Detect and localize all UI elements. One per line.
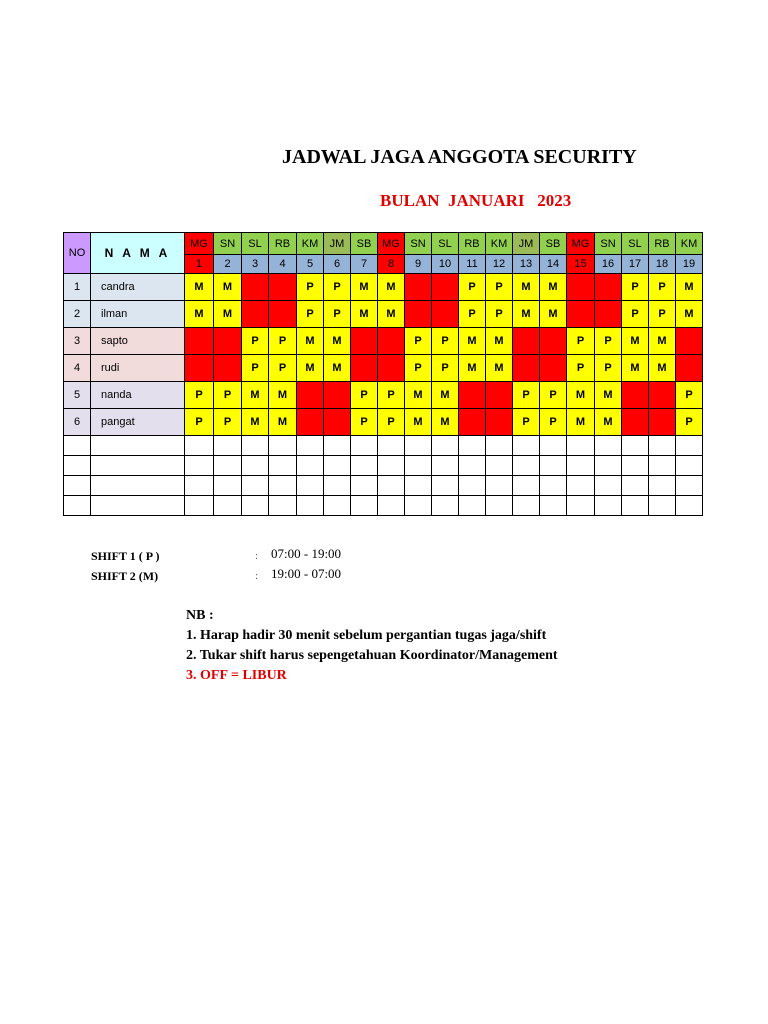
shift-cell-off xyxy=(378,355,405,382)
day-label: RB xyxy=(459,233,486,255)
empty-cell xyxy=(297,496,324,516)
row-number: 6 xyxy=(64,409,91,436)
empty-cell xyxy=(459,456,486,476)
empty-cell xyxy=(185,456,214,476)
shift-cell: M xyxy=(649,355,676,382)
empty-row xyxy=(64,496,703,516)
empty-cell xyxy=(567,476,595,496)
shift-cell: M xyxy=(459,355,486,382)
day-label: KM xyxy=(486,233,513,255)
empty-cell xyxy=(486,496,513,516)
empty-row xyxy=(64,436,703,456)
shift-cell-off xyxy=(567,274,595,301)
shift-cell: P xyxy=(513,409,540,436)
empty-cell xyxy=(297,476,324,496)
empty-cell xyxy=(214,476,242,496)
shift-cell-off xyxy=(432,274,459,301)
shift-cell: P xyxy=(540,382,567,409)
empty-cell xyxy=(185,496,214,516)
shift-cell: M xyxy=(351,301,378,328)
empty-cell xyxy=(540,456,567,476)
empty-cell xyxy=(649,456,676,476)
shift-cell-off xyxy=(486,382,513,409)
shift-cell-off xyxy=(459,382,486,409)
shift-cell: P xyxy=(567,355,595,382)
empty-cell xyxy=(378,456,405,476)
day-label: JM xyxy=(324,233,351,255)
shift-cell-off xyxy=(486,409,513,436)
shift-cell-off xyxy=(351,328,378,355)
empty-cell xyxy=(351,496,378,516)
shift-cell: P xyxy=(459,301,486,328)
shift-cell: P xyxy=(185,382,214,409)
shift-cell: P xyxy=(459,274,486,301)
shift-cell: M xyxy=(567,409,595,436)
shift-cell: P xyxy=(622,274,649,301)
shift-cell: M xyxy=(513,301,540,328)
empty-cell xyxy=(405,476,432,496)
empty-cell xyxy=(486,436,513,456)
empty-cell xyxy=(676,436,703,456)
empty-cell xyxy=(64,436,91,456)
empty-cell xyxy=(91,436,185,456)
note-item: 1. Harap hadir 30 menit sebelum pergantian tugas jaga/shift xyxy=(186,628,547,643)
shift-cell-off xyxy=(513,355,540,382)
empty-row xyxy=(64,476,703,496)
empty-cell xyxy=(486,456,513,476)
date-label: 3 xyxy=(242,255,269,274)
empty-cell xyxy=(324,436,351,456)
shift-cell: M xyxy=(540,301,567,328)
date-label: 11 xyxy=(459,255,486,274)
empty-cell xyxy=(622,436,649,456)
shift-1-time: 07:00 - 19:00 xyxy=(271,546,342,561)
shift-cell: P xyxy=(324,274,351,301)
shift-cell-off xyxy=(324,382,351,409)
shift-cell: M xyxy=(214,274,242,301)
date-label: 7 xyxy=(351,255,378,274)
empty-cell xyxy=(513,456,540,476)
shift-cell: M xyxy=(622,328,649,355)
empty-cell xyxy=(185,436,214,456)
shift-cell-off xyxy=(567,301,595,328)
shift-cell-off xyxy=(297,409,324,436)
empty-cell xyxy=(351,476,378,496)
shift-cell-off xyxy=(297,382,324,409)
empty-cell xyxy=(269,496,297,516)
shift-cell: M xyxy=(242,409,269,436)
date-label: 13 xyxy=(513,255,540,274)
shift-cell: P xyxy=(405,328,432,355)
shift-cell: M xyxy=(351,274,378,301)
shift-cell: P xyxy=(649,274,676,301)
date-label: 16 xyxy=(595,255,622,274)
date-label: 1 xyxy=(185,255,214,274)
table-row xyxy=(64,274,703,301)
table-row xyxy=(64,355,703,382)
shift-cell-off xyxy=(649,382,676,409)
empty-cell xyxy=(432,476,459,496)
shift-cell-off xyxy=(432,301,459,328)
empty-cell xyxy=(378,496,405,516)
empty-cell xyxy=(242,476,269,496)
shift-cell: M xyxy=(540,274,567,301)
shift-cell: P xyxy=(242,328,269,355)
empty-cell xyxy=(324,476,351,496)
schedule-table xyxy=(63,232,703,516)
shift-cell: M xyxy=(378,301,405,328)
document-title: JADWAL JAGA ANGGOTA SECURITY xyxy=(282,146,637,168)
shift-cell: M xyxy=(324,328,351,355)
shift-cell: M xyxy=(405,409,432,436)
shift-cell: M xyxy=(269,382,297,409)
shift-cell: M xyxy=(214,301,242,328)
empty-cell xyxy=(432,436,459,456)
row-name: nanda xyxy=(91,382,185,409)
shift-cell: P xyxy=(214,409,242,436)
shift-cell: P xyxy=(214,382,242,409)
shift-cell: P xyxy=(405,355,432,382)
empty-cell xyxy=(595,476,622,496)
empty-cell xyxy=(595,436,622,456)
row-number: 3 xyxy=(64,328,91,355)
shift-cell: P xyxy=(513,382,540,409)
empty-cell xyxy=(405,456,432,476)
date-label: 5 xyxy=(297,255,324,274)
empty-cell xyxy=(351,436,378,456)
empty-cell xyxy=(513,496,540,516)
shift-cell-off xyxy=(649,409,676,436)
empty-cell xyxy=(214,436,242,456)
shift-cell: M xyxy=(595,382,622,409)
empty-cell xyxy=(269,476,297,496)
shift-cell: M xyxy=(513,274,540,301)
shift-cell-off xyxy=(324,409,351,436)
shift-cell-off xyxy=(622,409,649,436)
empty-cell xyxy=(459,476,486,496)
empty-cell xyxy=(459,436,486,456)
shift-cell-off xyxy=(242,274,269,301)
day-label: SN xyxy=(214,233,242,255)
empty-cell xyxy=(676,456,703,476)
empty-cell xyxy=(595,496,622,516)
header-no: NO xyxy=(64,233,91,274)
day-label: RB xyxy=(269,233,297,255)
note-item-off: 3. OFF = LIBUR xyxy=(186,668,287,683)
shift-cell-off xyxy=(459,409,486,436)
shift-cell: P xyxy=(622,301,649,328)
header-name: N A M A xyxy=(91,233,185,274)
day-label: SB xyxy=(351,233,378,255)
shift-cell: P xyxy=(676,409,703,436)
day-label: SL xyxy=(242,233,269,255)
empty-cell xyxy=(649,496,676,516)
empty-cell xyxy=(269,436,297,456)
shift-cell-off xyxy=(351,355,378,382)
shift-cell-off xyxy=(185,355,214,382)
shift-cell: P xyxy=(486,274,513,301)
empty-cell xyxy=(622,456,649,476)
shift-1-colon: : xyxy=(255,550,259,562)
day-label: SN xyxy=(405,233,432,255)
day-label: RB xyxy=(649,233,676,255)
empty-cell xyxy=(324,496,351,516)
day-label: MG xyxy=(185,233,214,255)
shift-cell: M xyxy=(432,382,459,409)
empty-cell xyxy=(64,476,91,496)
empty-cell xyxy=(185,476,214,496)
empty-cell xyxy=(64,456,91,476)
empty-cell xyxy=(432,496,459,516)
row-number: 2 xyxy=(64,301,91,328)
date-label: 15 xyxy=(567,255,595,274)
date-label: 9 xyxy=(405,255,432,274)
empty-cell xyxy=(91,476,185,496)
shift-cell: P xyxy=(269,328,297,355)
day-label: SN xyxy=(595,233,622,255)
shift-cell-off xyxy=(622,382,649,409)
empty-cell xyxy=(649,436,676,456)
empty-row xyxy=(64,456,703,476)
row-number: 4 xyxy=(64,355,91,382)
document-subtitle: BULAN JANUARI 2023 xyxy=(380,191,572,210)
empty-cell xyxy=(676,476,703,496)
shift-1-label: SHIFT 1 ( P ) xyxy=(91,549,160,563)
day-label: SL xyxy=(432,233,459,255)
shift-cell-off xyxy=(269,301,297,328)
shift-cell-off xyxy=(269,274,297,301)
shift-cell: P xyxy=(185,409,214,436)
row-name: candra xyxy=(91,274,185,301)
day-label: JM xyxy=(513,233,540,255)
day-label: SB xyxy=(540,233,567,255)
shift-cell: M xyxy=(622,355,649,382)
empty-cell xyxy=(622,476,649,496)
row-name: pangat xyxy=(91,409,185,436)
empty-cell xyxy=(64,496,91,516)
empty-cell xyxy=(540,496,567,516)
empty-cell xyxy=(486,476,513,496)
shift-cell: P xyxy=(269,355,297,382)
table-row xyxy=(64,301,703,328)
shift-cell: M xyxy=(649,328,676,355)
shift-cell-off xyxy=(214,355,242,382)
shift-cell: M xyxy=(595,409,622,436)
empty-cell xyxy=(91,456,185,476)
empty-cell xyxy=(513,436,540,456)
shift-cell-off xyxy=(513,328,540,355)
row-number: 5 xyxy=(64,382,91,409)
empty-cell xyxy=(351,456,378,476)
shift-cell-off xyxy=(540,355,567,382)
date-label: 8 xyxy=(378,255,405,274)
row-name: sapto xyxy=(91,328,185,355)
empty-cell xyxy=(214,496,242,516)
shift-cell-off xyxy=(405,274,432,301)
empty-cell xyxy=(405,436,432,456)
shift-cell: P xyxy=(595,328,622,355)
shift-cell: M xyxy=(432,409,459,436)
shift-cell: P xyxy=(649,301,676,328)
shift-cell: M xyxy=(486,328,513,355)
empty-cell xyxy=(459,496,486,516)
shift-cell: P xyxy=(351,382,378,409)
date-label: 14 xyxy=(540,255,567,274)
empty-cell xyxy=(513,476,540,496)
empty-cell xyxy=(567,456,595,476)
shift-cell: M xyxy=(459,328,486,355)
shift-cell: P xyxy=(297,301,324,328)
shift-cell: M xyxy=(297,355,324,382)
empty-cell xyxy=(91,496,185,516)
shift-cell: M xyxy=(324,355,351,382)
shift-cell: P xyxy=(242,355,269,382)
empty-cell xyxy=(297,456,324,476)
shift-cell: P xyxy=(567,328,595,355)
date-label: 6 xyxy=(324,255,351,274)
empty-cell xyxy=(242,456,269,476)
shift-cell: M xyxy=(405,382,432,409)
empty-cell xyxy=(432,456,459,476)
day-label: KM xyxy=(676,233,703,255)
empty-cell xyxy=(378,476,405,496)
shift-cell-off xyxy=(676,328,703,355)
shift-cell: P xyxy=(676,382,703,409)
empty-cell xyxy=(242,496,269,516)
shift-2-time: 19:00 - 07:00 xyxy=(271,566,342,581)
shift-cell-off xyxy=(595,301,622,328)
row-name: ilman xyxy=(91,301,185,328)
date-label: 10 xyxy=(432,255,459,274)
shift-cell: P xyxy=(324,301,351,328)
shift-cell-off xyxy=(676,355,703,382)
shift-2-colon: : xyxy=(255,570,259,582)
shift-cell-off xyxy=(378,328,405,355)
row-number: 1 xyxy=(64,274,91,301)
header-row-days xyxy=(64,233,703,255)
empty-cell xyxy=(595,456,622,476)
shift-cell-off xyxy=(185,328,214,355)
date-label: 19 xyxy=(676,255,703,274)
empty-cell xyxy=(676,496,703,516)
date-label: 18 xyxy=(649,255,676,274)
date-label: 12 xyxy=(486,255,513,274)
empty-cell xyxy=(405,496,432,516)
shift-cell-off xyxy=(595,274,622,301)
day-label: SL xyxy=(622,233,649,255)
shift-cell-off xyxy=(214,328,242,355)
notes-heading: NB : xyxy=(186,608,214,623)
shift-cell: P xyxy=(432,328,459,355)
shift-2-label: SHIFT 2 (M) xyxy=(91,569,159,583)
empty-cell xyxy=(214,456,242,476)
date-label: 17 xyxy=(622,255,649,274)
table-row xyxy=(64,328,703,355)
shift-cell: M xyxy=(676,301,703,328)
shift-cell: M xyxy=(297,328,324,355)
table-row xyxy=(64,382,703,409)
shift-cell: M xyxy=(378,274,405,301)
shift-cell: M xyxy=(567,382,595,409)
shift-cell-off xyxy=(540,328,567,355)
table-row xyxy=(64,409,703,436)
shift-cell: M xyxy=(676,274,703,301)
shift-cell: P xyxy=(378,409,405,436)
note-item: 2. Tukar shift harus sepengetahuan Koordinator/Management xyxy=(186,648,558,663)
shift-cell: M xyxy=(486,355,513,382)
shift-cell: P xyxy=(351,409,378,436)
shift-cell: P xyxy=(540,409,567,436)
shift-cell: M xyxy=(185,274,214,301)
date-label: 4 xyxy=(269,255,297,274)
date-label: 2 xyxy=(214,255,242,274)
shift-cell: P xyxy=(297,274,324,301)
shift-cell: M xyxy=(242,382,269,409)
empty-cell xyxy=(540,436,567,456)
empty-cell xyxy=(540,476,567,496)
empty-cell xyxy=(378,436,405,456)
shift-cell: P xyxy=(432,355,459,382)
shift-cell-off xyxy=(405,301,432,328)
empty-cell xyxy=(649,476,676,496)
day-label: MG xyxy=(567,233,595,255)
shift-cell-off xyxy=(242,301,269,328)
empty-cell xyxy=(622,496,649,516)
notes-block xyxy=(186,606,558,686)
shift-cell: M xyxy=(185,301,214,328)
day-label: MG xyxy=(378,233,405,255)
day-label: KM xyxy=(297,233,324,255)
shift-cell: M xyxy=(269,409,297,436)
shift-cell: P xyxy=(378,382,405,409)
empty-cell xyxy=(567,496,595,516)
empty-cell xyxy=(324,456,351,476)
empty-cell xyxy=(297,436,324,456)
empty-cell xyxy=(242,436,269,456)
shift-cell: P xyxy=(486,301,513,328)
shift-cell: P xyxy=(595,355,622,382)
empty-cell xyxy=(269,456,297,476)
row-name: rudi xyxy=(91,355,185,382)
empty-cell xyxy=(567,436,595,456)
